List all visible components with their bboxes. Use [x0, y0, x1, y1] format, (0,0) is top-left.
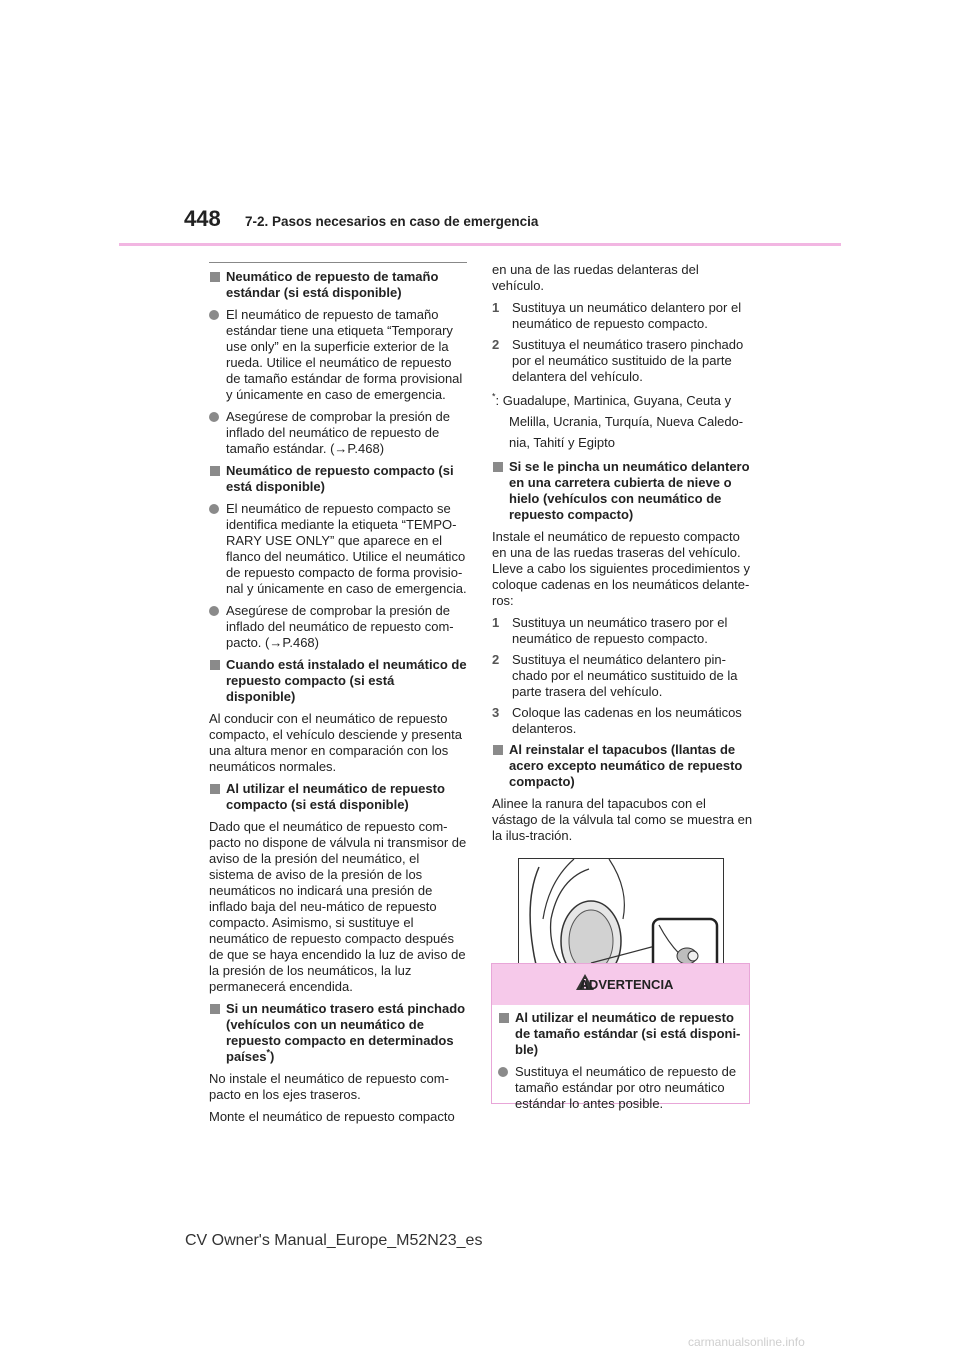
step-item — [492, 705, 754, 737]
footnote-line: nia, Tahití y Egipto — [509, 435, 615, 450]
warning-title: ADVERTENCIA — [579, 977, 674, 992]
warning-body — [492, 1005, 749, 1112]
step-item — [492, 615, 754, 647]
paragraph: No instale el neumático de repuesto com-pacto en los ejes traseros. — [209, 1071, 449, 1102]
footnote-text: : Guadalupe, Martinica, Guyana, Ceuta y — [495, 393, 732, 408]
heading-text-end: ) — [270, 1049, 275, 1064]
section-heading: Si se le pincha un neumático delantero en una carretera cubierta de nieve o hielo (vehículos con neumático de repuesto compacto) — [492, 459, 754, 523]
warning-box — [491, 963, 750, 1111]
step-number: 1 — [492, 300, 500, 315]
bullet-item: Asegúrese de comprobar la presión de inflado del neumático de repuesto com-pacto. (→P.468) — [209, 603, 467, 651]
section-heading: Cuando está instalado el neumático de repuesto compacto (si está disponible) — [209, 657, 467, 705]
step-text: Sustituya el neumático delantero pin-chado por el neumático sustituido de la parte trasera del vehículo. — [512, 652, 738, 699]
step-number: 3 — [492, 705, 500, 720]
footnote-line: Melilla, Ucrania, Turquía, Nueva Caledo- — [509, 414, 744, 429]
chapter-title: 7-2. Pasos necesarios en caso de emergencia — [245, 214, 539, 229]
footer-text: CV Owner's Manual_Europe_M52N23_es — [185, 1232, 483, 1249]
step-text: Sustituya un neumático trasero por el neumático de repuesto compacto. — [512, 615, 728, 646]
step-number: 2 — [492, 337, 500, 352]
warning-header — [492, 964, 749, 1005]
bullet-item: El neumático de repuesto de tamaño estándar tiene una etiqueta “Temporary use only” en la superficie exterior de la rueda. Utilice el neumático de repuesto de tamaño estándar de forma provisional y únicamente en caso de emergencia. — [209, 307, 467, 403]
section-heading: Neumático de repuesto compacto (si está disponible) — [209, 463, 467, 495]
step-text: Sustituya el neumático trasero pinchado por el neumático sustituido de la parte delantera del vehículo. — [512, 337, 744, 384]
footnote-mark: * — [266, 1047, 270, 1058]
section-rule — [209, 262, 467, 263]
right-column — [492, 262, 754, 995]
step-item — [492, 300, 754, 332]
paragraph: Instale el neumático de repuesto compacto en una de las ruedas traseras del vehículo. Lleve a cabo los siguientes procedimientos y coloque cadenas en los neumáticos delante-ros: — [492, 529, 750, 608]
page-number: 448 — [184, 206, 221, 231]
section-heading: Neumático de repuesto de tamaño estándar (si está disponible) — [209, 269, 467, 301]
heading-text: Si un neumático trasero está pinchado (vehículos con un neumático de repuesto compacto en determinados países — [226, 1001, 466, 1064]
watermark: carmanualsonline.info — [688, 1335, 805, 1349]
header-divider — [119, 243, 841, 246]
footnote — [492, 390, 754, 453]
section-heading — [209, 1001, 467, 1065]
paragraph: Monte el neumático de repuesto compacto — [209, 1109, 455, 1124]
step-text: Coloque las cadenas en los neumáticos delanteros. — [512, 705, 742, 736]
bullet-item: El neumático de repuesto compacto se identifica mediante la etiqueta “TEMPO-RARY USE ONLY” que aparece en el flanco del neumático. Utilice el neumático de repuesto compacto de forma provisio-nal y únicamente en caso de emergencia. — [209, 501, 467, 597]
paragraph: Alinee la ranura del tapacubos con el vástago de la válvula tal como se muestra en la ilus-tración. — [492, 796, 753, 843]
bullet-item: Asegúrese de comprobar la presión de inflado del neumático de repuesto de tamaño estándar. (→P.468) — [209, 409, 467, 457]
step-number: 1 — [492, 615, 500, 630]
step-number: 2 — [492, 652, 500, 667]
paragraph: Dado que el neumático de repuesto com-pacto no dispone de válvula ni transmisor de aviso de la presión del neumático, el sistema de aviso de la presión de los neumáticos no indicará una presión de inflado baja del neu-mático de repuesto compacto. Asimismo, si sustituye el neumático de repuesto compacto después de que se haya encendido la luz de aviso de la presión de los neumáticos, la luz permanecerá encendida. — [209, 819, 467, 994]
paragraph: Al conducir con el neumático de repuesto compacto, el vehículo desciende y presenta una altura menor en comparación con los neumáticos normales. — [209, 711, 462, 774]
warning-heading: Al utilizar el neumático de repuesto de tamaño estándar (si está disponi-ble) — [498, 1010, 741, 1058]
footnote-mark: * — [492, 391, 496, 402]
left-column — [209, 262, 467, 1131]
section-heading: Al reinstalar el tapacubos (llantas de acero excepto neumático de repuesto compacto) — [492, 742, 754, 790]
warning-bullet: Sustituya el neumático de repuesto de tamaño estándar por otro neumático estándar lo antes posible. — [498, 1064, 741, 1112]
step-text: Sustituya un neumático delantero por el neumático de repuesto compacto. — [512, 300, 742, 331]
footnote-line — [492, 390, 754, 411]
step-item — [492, 652, 754, 700]
paragraph: en una de las ruedas delanteras del vehículo. — [492, 262, 699, 293]
step-item — [492, 337, 754, 385]
section-heading: Al utilizar el neumático de repuesto compacto (si está disponible) — [209, 781, 467, 813]
